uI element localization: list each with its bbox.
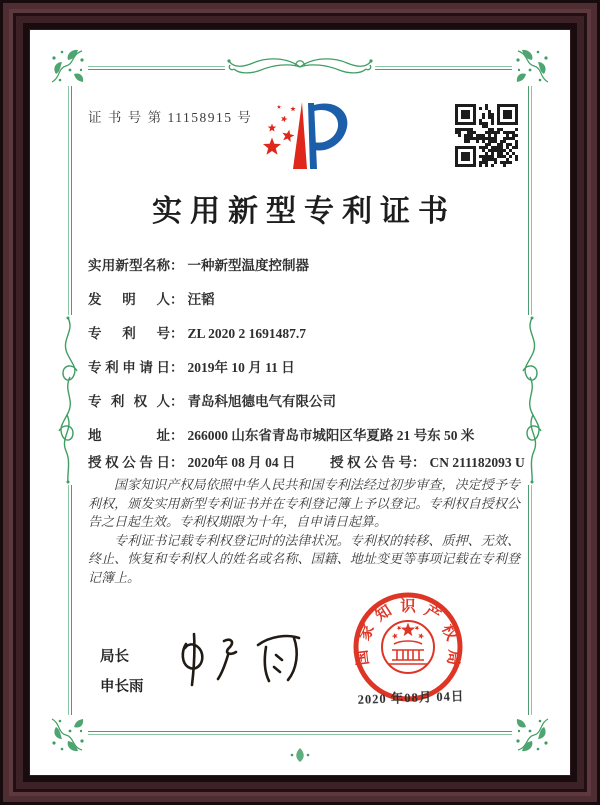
qr-code <box>455 104 518 167</box>
corner-floral-ornament <box>512 715 552 755</box>
corner-floral-ornament <box>48 46 88 86</box>
field-label: 实用新型名称 <box>88 258 170 273</box>
certificate-paper <box>30 30 570 775</box>
signer-name: 申长雨 <box>100 679 144 695</box>
field-label: 授权公告号 <box>330 455 412 470</box>
field-label: 专利申请日 <box>88 360 170 375</box>
svg-text:局: 局 <box>443 648 463 667</box>
field-label: 发明人 <box>88 292 170 307</box>
field-row-patent-no <box>88 322 528 356</box>
field-value: 汪韬 <box>187 292 215 307</box>
corner-floral-ornament <box>48 715 88 755</box>
field-row-filing-date <box>88 356 528 390</box>
field-colon: ： <box>170 394 184 409</box>
svg-text:识: 识 <box>400 598 416 615</box>
field-colon: ： <box>412 455 426 470</box>
field-row-patentee <box>88 390 528 424</box>
field-value: 青岛科旭德电气有限公司 <box>187 394 336 409</box>
cnipa-logo-icon <box>262 92 354 184</box>
certificate-title: 实用新型专利证书 <box>152 195 456 228</box>
field-value: 266000 山东省青岛市城阳区华夏路 21 号东 50 米 <box>187 428 475 443</box>
svg-text:权: 权 <box>438 621 461 644</box>
field-label: 地址 <box>88 428 170 443</box>
field-value: ZL 2020 2 1691487.7 <box>187 326 307 341</box>
field-colon: ： <box>170 292 184 307</box>
field-colon: ： <box>170 428 184 443</box>
svg-text:家: 家 <box>355 621 378 644</box>
national-emblem <box>382 621 434 673</box>
field-list <box>88 254 528 458</box>
field-value: 2020年 08 月 04 日 <box>187 455 296 470</box>
field-value: 一种新型温度控制器 <box>187 258 309 273</box>
svg-text:国: 国 <box>353 648 373 667</box>
signer-block <box>100 642 144 702</box>
grant-no-pair <box>330 455 525 470</box>
field-colon: ： <box>170 360 184 375</box>
field-label: 专利权人 <box>88 394 170 409</box>
field-colon: ： <box>170 326 184 341</box>
bottom-leaf-ornament <box>288 746 312 764</box>
director-signature-icon <box>172 628 312 690</box>
field-label: 授权公告日 <box>88 455 170 470</box>
field-value: CN 211182093 U <box>429 455 525 470</box>
field-label: 专利号 <box>88 326 170 341</box>
field-colon: ： <box>170 455 184 470</box>
legal-paragraph: 专利证书记载专利权登记时的法律状况。专利权的转移、质押、无效、终止、恢复和专利权人的姓名或名称、国籍、地址变更等事项记载在专利登记簿上。 <box>88 532 520 585</box>
certificate-number: 证 书 号 第 11158915 号 <box>88 110 253 125</box>
field-row-inventor <box>88 288 528 322</box>
corner-floral-ornament <box>512 46 552 86</box>
field-value: 2019年 10 月 11 日 <box>187 360 295 375</box>
left-scroll-flourish <box>55 315 81 485</box>
svg-text:知: 知 <box>372 602 395 625</box>
field-colon: ： <box>170 258 184 273</box>
top-scroll-flourish <box>225 51 375 81</box>
seal-date: 2020 年08月 04日 <box>357 689 465 707</box>
svg-text:产: 产 <box>421 602 444 625</box>
field-row-name <box>88 254 528 288</box>
signer-title: 局长 <box>100 649 129 665</box>
grant-date-pair <box>88 451 330 471</box>
grant-row <box>88 451 528 471</box>
legal-paragraph: 国家知识产权局依照中华人民共和国专利法经过初步审查，决定授予专利权，颁发实用新型专利证书并在专利登记簿上予以登记。专利权自授权公告之日起生效。专利权期限为十年，自申请日起算。 <box>88 477 520 530</box>
